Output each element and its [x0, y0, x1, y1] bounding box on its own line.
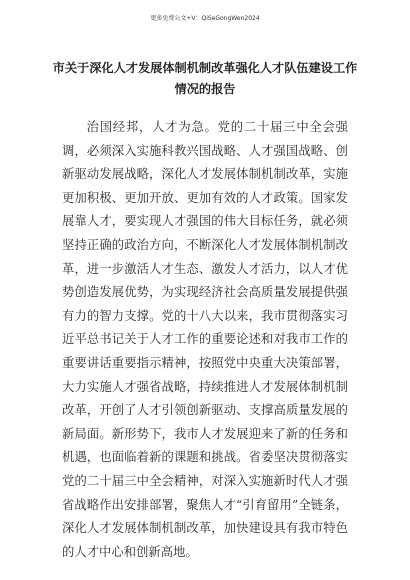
title-line-2: 情况的报告 — [174, 82, 236, 96]
header-note: 更多免费公文+V：QiSeGongWen2024 — [150, 15, 260, 22]
document-title — [40, 58, 370, 100]
title-line-1: 市关于深化人才发展体制机制改革强化人才队伍建设工作 — [52, 61, 358, 75]
body-paragraph: 治国经邦，人才为急。党的二十届三中全会强调，必须深入实施科教兴国战略、人才强国战略、创新驱动发展战略，深化人才发展体制机制改革，实施更加积极、更加开放、更加有效的人才政策。国家发展靠人才，要实现人才强国的伟大目标任务，就必须坚持正确的政治方向，不断深化人才发展体制机制改革，进一步激活人才生态、激发人才活力，以人才优势创造发展优势，为实现经济社会高质量发展提供强有力的智力支撑。党的十八大以来，我市贯彻落实习近平总书记关于人才工作的重要论述和对我市工作的重要讲话重要指示精神，按照党中央重大决策部署，大力实施人才强省战略，持续推进人才发展体制机制改革，开创了人才引领创新驱动、支撑高质量发展的新局面。新形势下，我市人才发展迎来了新的任务和机遇，也面临着新的课题和挑战。省委坚决贯彻落实党的二十届三中全会精神，对深入实施新时代人才强省战略作出安排部署，聚焦人才“引育留用”全链条，深化人才发展体制机制改革，加快建设具有我市特色的人才中心和创新高地。 — [62, 120, 348, 559]
